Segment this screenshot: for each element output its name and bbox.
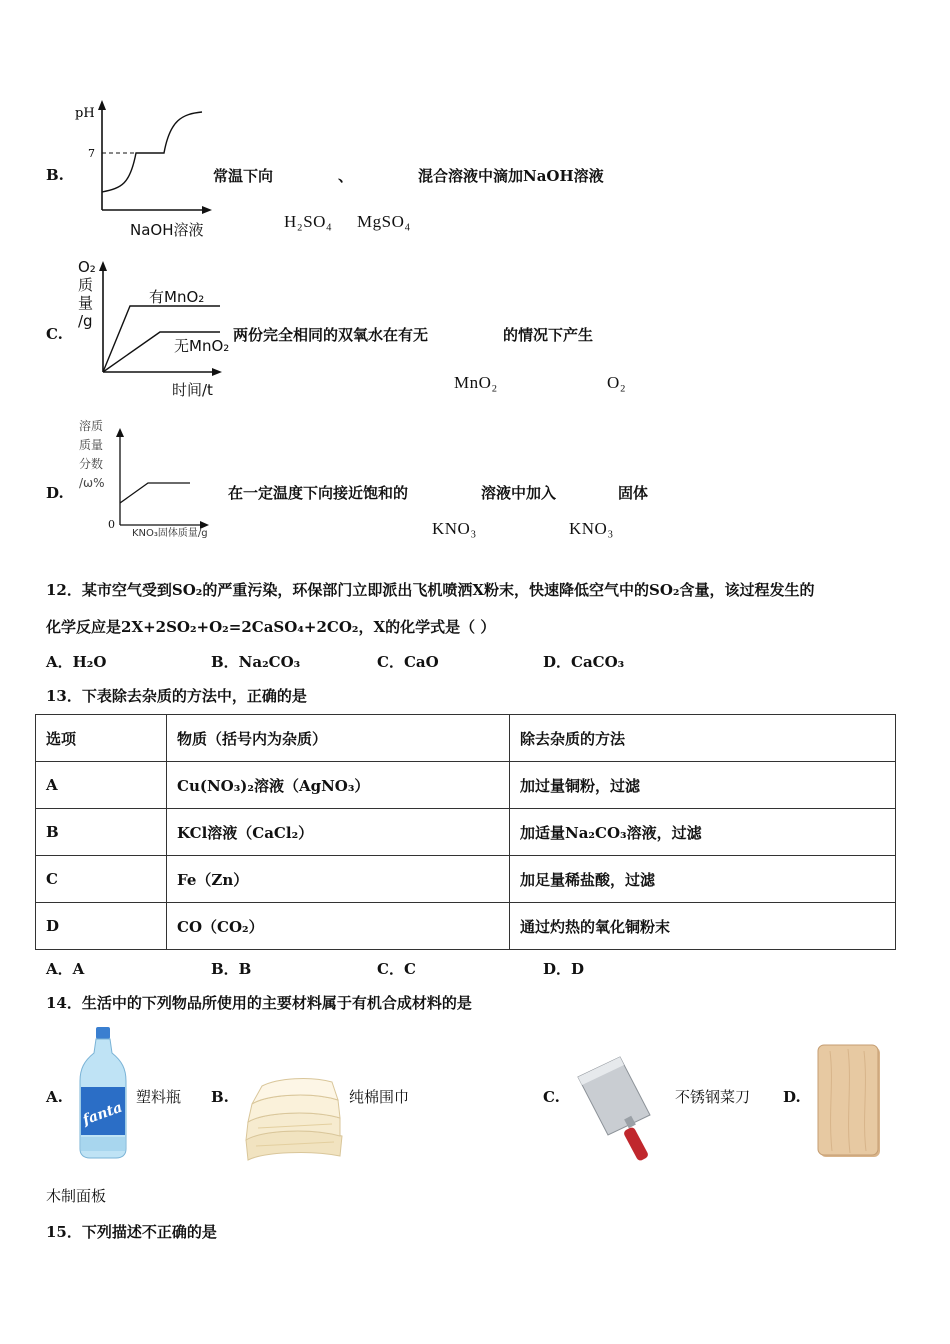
table-header-row bbox=[36, 715, 896, 762]
q13-stem: 13．下表除去杂质的方法中，正确的是 bbox=[46, 687, 307, 705]
option-d-label: D. bbox=[46, 484, 64, 502]
option-d-text-c: 固体 bbox=[618, 484, 649, 502]
chem-kno3-1: KNO₃ bbox=[432, 519, 477, 538]
solute-fraction-graph bbox=[108, 425, 213, 530]
q14-option-d-name: 木制面板 bbox=[46, 1187, 107, 1205]
table-cell-option: C bbox=[36, 856, 167, 903]
q13-option-d: D．D bbox=[543, 960, 585, 978]
option-b-label: B. bbox=[46, 166, 64, 184]
q12-stem-line1: 12．某市空气受到SO₂的严重污染，环保部门立即派出飞机喷洒X粉末，快速降低空气中的SO₂含量，该过程发生的 bbox=[46, 581, 815, 599]
q14-option-a-label: A. bbox=[46, 1088, 63, 1106]
option-b-separator: 、 bbox=[338, 167, 354, 185]
option-c-label: C. bbox=[46, 325, 63, 343]
option-b-text-a: 常温下向 bbox=[213, 167, 274, 185]
chem-mno2: MnO₂ bbox=[454, 373, 498, 392]
ph-tick-7: 7 bbox=[88, 147, 95, 160]
table-cell-substance: KCl溶液（CaCl₂） bbox=[167, 809, 510, 856]
oxygen-x-axis-label: 时间/t bbox=[172, 381, 213, 399]
chem-h2so4: H₂SO₄ bbox=[284, 212, 333, 231]
table-cell-method: 通过灼热的氧化铜粉末 bbox=[510, 903, 896, 950]
option-d-text-a: 在一定温度下向接近饱和的 bbox=[228, 484, 409, 502]
option-b-text-b: 混合溶液中滴加NaOH溶液 bbox=[418, 167, 604, 185]
q12-option-b: B．Na₂CO₃ bbox=[211, 653, 301, 671]
q12-option-a: A．H₂O bbox=[46, 653, 107, 671]
ph-x-axis-label: NaOH溶液 bbox=[130, 221, 204, 239]
cotton-scarf-icon bbox=[240, 1070, 348, 1162]
cleaver-icon bbox=[574, 1055, 670, 1161]
oxygen-y-axis-label: O₂ 质 量 /g bbox=[78, 258, 96, 330]
q14-option-a-name: 塑料瓶 bbox=[136, 1088, 182, 1106]
solute-origin: 0 bbox=[108, 518, 115, 531]
solute-x-axis-label: KNO₃固体质量/g bbox=[132, 528, 208, 539]
chem-kno3-2: KNO₃ bbox=[569, 519, 614, 538]
table-cell-option: B bbox=[36, 809, 167, 856]
header-substance: 物质（括号内为杂质） bbox=[167, 715, 510, 762]
ph-axis-label: pH bbox=[75, 106, 95, 121]
option-c-text-a: 两份完全相同的双氧水在有无 bbox=[233, 326, 429, 344]
curve-without-mno2: 无MnO₂ bbox=[174, 337, 230, 355]
q14-option-c-label: C. bbox=[543, 1088, 560, 1106]
impurity-table bbox=[35, 714, 896, 950]
header-option: 选项 bbox=[36, 715, 167, 762]
q12-option-c: C．CaO bbox=[377, 653, 439, 671]
table-cell-substance: Cu(NO₃)₂溶液（AgNO₃） bbox=[167, 762, 510, 809]
ph-graph bbox=[70, 98, 220, 238]
q12-stem-line2: 化学反应是2X+2SO₂+O₂=2CaSO₄+2CO₂，X的化学式是（ ） bbox=[46, 618, 496, 636]
table-cell-option: A bbox=[36, 762, 167, 809]
q13-option-c: C．C bbox=[377, 960, 416, 978]
table-row bbox=[36, 903, 896, 950]
table-cell-substance: Fe（Zn） bbox=[167, 856, 510, 903]
bottle-brand-text: fanta bbox=[80, 1099, 125, 1129]
q13-option-b: B．B bbox=[211, 960, 252, 978]
solute-y-axis-label: 溶质 质量 分数 /ω% bbox=[79, 419, 105, 490]
q12-option-d: D．CaCO₃ bbox=[543, 653, 625, 671]
wooden-board-icon bbox=[814, 1043, 886, 1161]
chem-mgso4: MgSO₄ bbox=[357, 212, 411, 231]
q14-option-b-name: 纯棉围巾 bbox=[349, 1088, 410, 1106]
table-cell-method: 加适量Na₂CO₃溶液，过滤 bbox=[510, 809, 896, 856]
q14-option-d-label: D. bbox=[783, 1088, 801, 1106]
option-d-text-b: 溶液中加入 bbox=[481, 484, 557, 502]
plastic-bottle-icon bbox=[74, 1025, 134, 1160]
header-method: 除去杂质的方法 bbox=[510, 715, 896, 762]
chem-o2: O₂ bbox=[607, 373, 627, 392]
q14-option-b-label: B. bbox=[211, 1088, 229, 1106]
table-cell-method: 加过量铜粉，过滤 bbox=[510, 762, 896, 809]
table-row bbox=[36, 762, 896, 809]
table-row bbox=[36, 809, 896, 856]
q14-option-c-name: 不锈钢菜刀 bbox=[675, 1088, 751, 1106]
q14-stem: 14．生活中的下列物品所使用的主要材料属于有机合成材料的是 bbox=[46, 994, 472, 1012]
table-row bbox=[36, 856, 896, 903]
q15-stem: 15．下列描述不正确的是 bbox=[46, 1223, 217, 1241]
table-cell-substance: CO（CO₂） bbox=[167, 903, 510, 950]
q13-option-a: A．A bbox=[46, 960, 85, 978]
table-cell-method: 加足量稀盐酸，过滤 bbox=[510, 856, 896, 903]
curve-with-mno2: 有MnO₂ bbox=[149, 288, 205, 306]
option-c-text-b: 的情况下产生 bbox=[503, 326, 594, 344]
table-cell-option: D bbox=[36, 903, 167, 950]
